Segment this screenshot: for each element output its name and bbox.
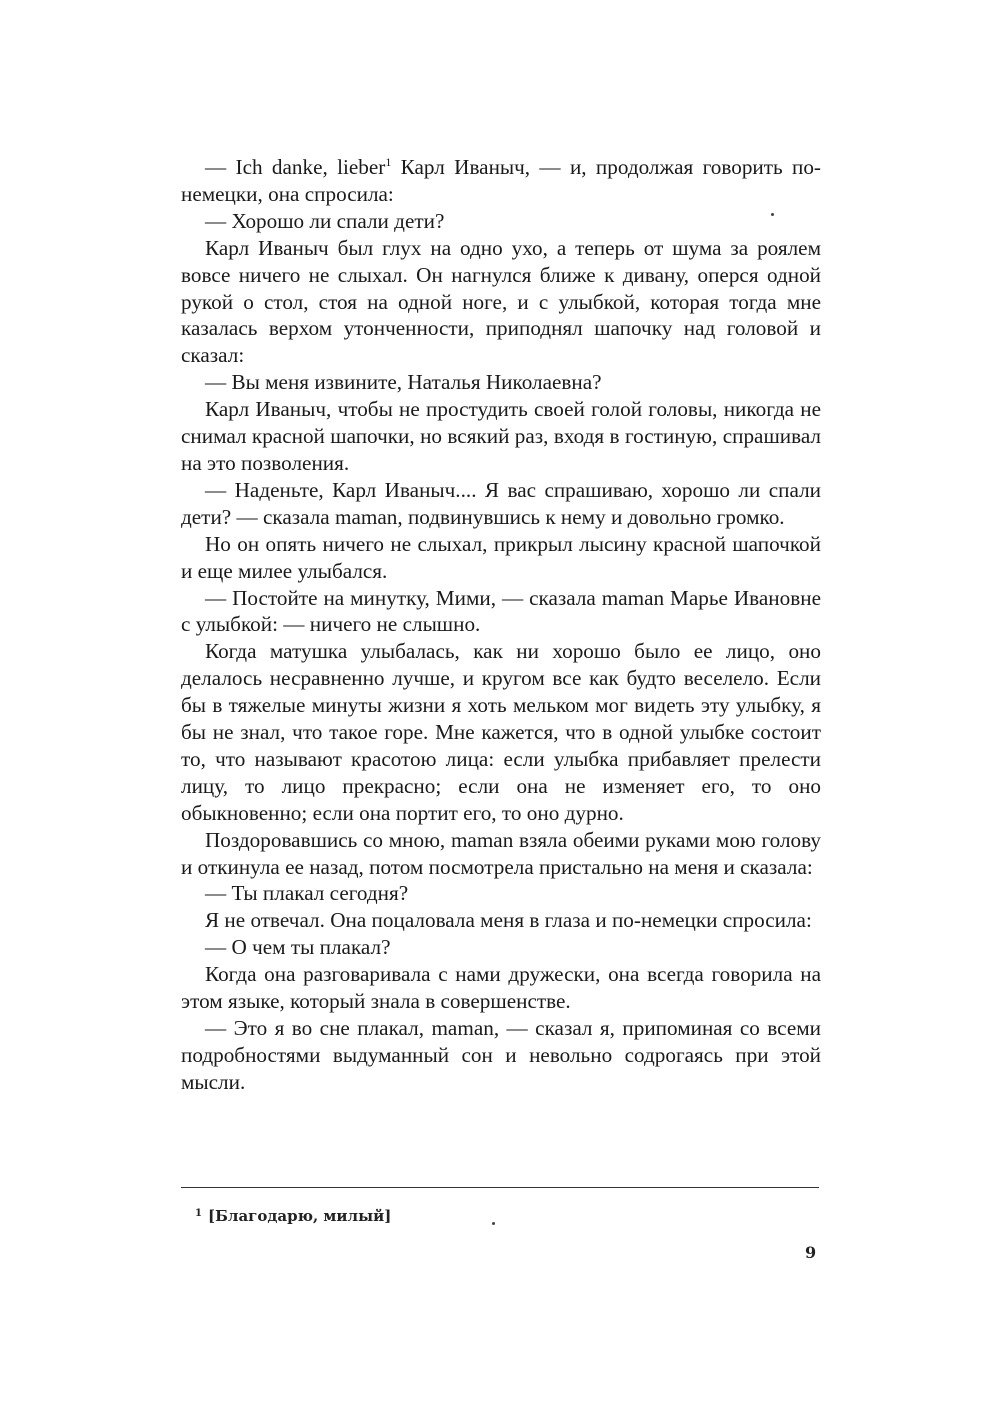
footnote-reference: 1 [385,155,392,169]
page-number: 9 [805,1243,817,1262]
paragraph-text: — Ich danke, lieber [205,155,386,179]
paragraph-4: — Вы меня извините, Наталья Николаевна? [205,370,602,395]
paragraph-13: — О чем ты плакал? [205,935,391,960]
paragraph-9: Когда матушка улыбалась, как ни хорошо было ее лицо, оно делалось несравненно лучше, и кругом все как будто веселело. Если бы в тяжелые минуты жизни я хоть мельком мог видеть эту улыбку, я бы не знал, что такое горе. Мне кажется, что в одной улыбке состоит то, что называют красотою лица: если улыбка прибавляет прелести лицу, то лицо прекрасно; если она не изменяет его, то оно обыкновенно; если она портит его, то оно дурно. [181,639,821,825]
footnote-mark: 1 [195,1208,202,1219]
footnote-divider [181,1187,819,1188]
page-body [181,154,821,1096]
paragraph-5: Карл Иваныч, чтобы не простудить своей голой головы, никогда не снимал красной шапочки, но всякий раз, входя в гостиную, спрашивал на это позволения. [181,397,821,475]
paragraph-11: — Ты плакал сегодня? [205,881,409,906]
footnote [195,1207,391,1225]
paragraph-7: Но он опять ничего не слыхал, прикрыл лысину красной шапочкой и еще милее улыбался. [181,531,821,583]
paragraph-12: Я не отвечал. Она поцаловала меня в глаза и по-немецки спросила: [205,908,812,933]
paragraph-text: Карл Иваныч, — и, продолжая говорить по-немецки, она спросила: [181,155,821,206]
paragraph-2: — Хорошо ли спали дети? [205,208,445,233]
paragraph-6: — Наденьте, Карл Иваныч.... Я вас спрашиваю, хорошо ли спали дети? — сказала maman, подвинувшись к нему и довольно громко. [181,477,821,529]
paragraph-3: Карл Иваныч был глух на одно ухо, а теперь от шума за роялем вовсе ничего не слыхал. Он нагнулся ближе к дивану, оперся одной рукой о стол, стоя на одной ноге, и с улыбкой, которая тогда мне казалась верхом утонченности, приподнял шапочку над головой и сказал: [181,235,821,368]
paragraph-1 [181,154,821,208]
paragraph-8: — Постойте на минутку, Мими, — сказала maman Марье Ивановне с улыбкой: — ничего не слышно. [181,585,821,637]
print-speck [771,213,774,216]
paragraph-10: Поздоровавшись со мною, maman взяла обеими руками мою голову и откинула ее назад, потом посмотрела пристально на меня и сказала: [181,827,821,879]
footnote-text: [Благодарю, милый] [207,1207,392,1225]
print-speck [492,1222,495,1225]
main-text [181,154,821,1096]
paragraph-14: Когда она разговаривала с нами дружески, она всегда говорила на этом языке, который знала в совершенстве. [181,962,821,1014]
paragraph-15: — Это я во сне плакал, maman, — сказал я, припоминая со всеми подробностями выдуманный сон и невольно содрогаясь при этой мысли. [181,1016,821,1094]
